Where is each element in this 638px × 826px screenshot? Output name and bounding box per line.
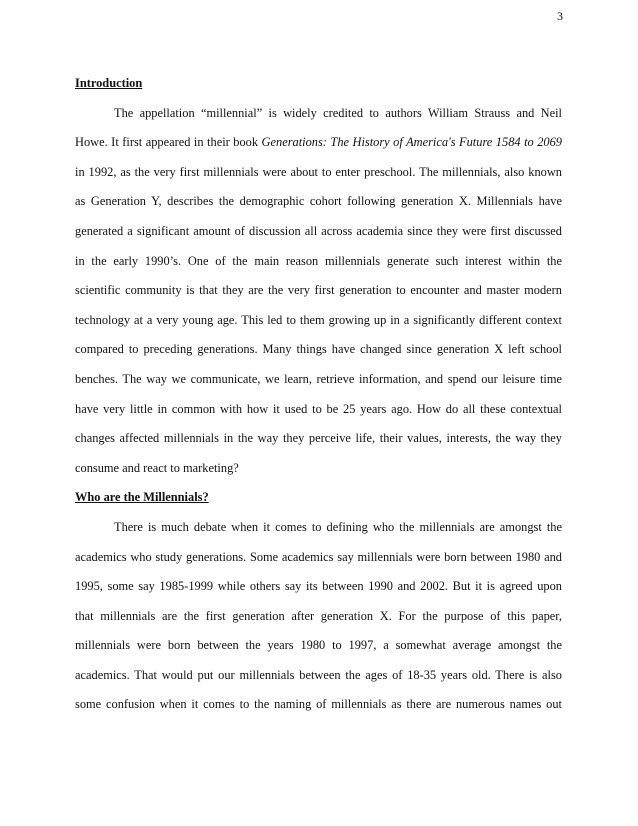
paragraph-line: have very little in common with how it used to be 25 years ago. How do all these contextual bbox=[75, 401, 562, 416]
paragraph-line: compared to preceding generations. Many things have changed since generation X left school bbox=[75, 342, 562, 357]
section-heading-who-are-millennials: Who are the Millennials? bbox=[75, 490, 209, 505]
paragraph-line: academics who study generations. Some academics say millennials were born between 1980 and bbox=[75, 549, 562, 564]
paragraph-line: generated a significant amount of discussion all across academia since they were first discussed bbox=[75, 223, 562, 238]
paragraph-line: benches. The way we communicate, we learn, retrieve information, and spend our leisure time bbox=[75, 371, 562, 386]
paragraph-line: 1995, some say 1985-1999 while others say its between 1990 and 2002. But it is agreed upon bbox=[75, 579, 562, 594]
section-heading-introduction: Introduction bbox=[75, 76, 143, 90]
paragraph-line: academics. That would put our millennials between the ages of 18-35 years old. There is also bbox=[75, 667, 562, 682]
paragraph-line: millennials were born between the years 1980 to 1997, a somewhat average amongst the bbox=[75, 638, 562, 653]
paragraph-line: as Generation Y, describes the demographic cohort following generation X. Millennials have bbox=[75, 194, 562, 209]
paragraph-line: some confusion when it comes to the naming of millennials as there are numerous names out bbox=[75, 697, 562, 712]
book-title: Generations: The History of America's Future 1584 to 2069 bbox=[261, 135, 562, 150]
paragraph-line: consume and react to marketing? bbox=[75, 460, 239, 475]
body-text bbox=[75, 73, 562, 724]
paragraph-line: The appellation “millennial” is widely credited to authors William Strauss and Neil bbox=[114, 105, 562, 120]
paragraph-line: that millennials are the first generation after generation X. For the purpose of this paper, bbox=[75, 608, 562, 623]
paragraph-line: in the early 1990’s. One of the main reason millennials generate such interest within the bbox=[75, 253, 562, 268]
paragraph-line: scientific community is that they are the very first generation to encounter and master modern bbox=[75, 283, 562, 298]
paragraph-line: Howe. It first appeared in their book Generations: The History of America's Future 1584 to 2069 bbox=[75, 135, 562, 150]
page-number: 3 bbox=[557, 9, 563, 23]
paragraph-line: changes affected millennials in the way they perceive life, their values, interests, the way they bbox=[75, 431, 562, 446]
paragraph-line: in 1992, as the very first millennials were about to enter preschool. The millennials, also known bbox=[75, 164, 562, 179]
paragraph-line: There is much debate when it comes to defining who the millennials are amongst the bbox=[114, 519, 562, 534]
paragraph-line: technology at a very young age. This led to them growing up in a significantly different context bbox=[75, 312, 562, 327]
